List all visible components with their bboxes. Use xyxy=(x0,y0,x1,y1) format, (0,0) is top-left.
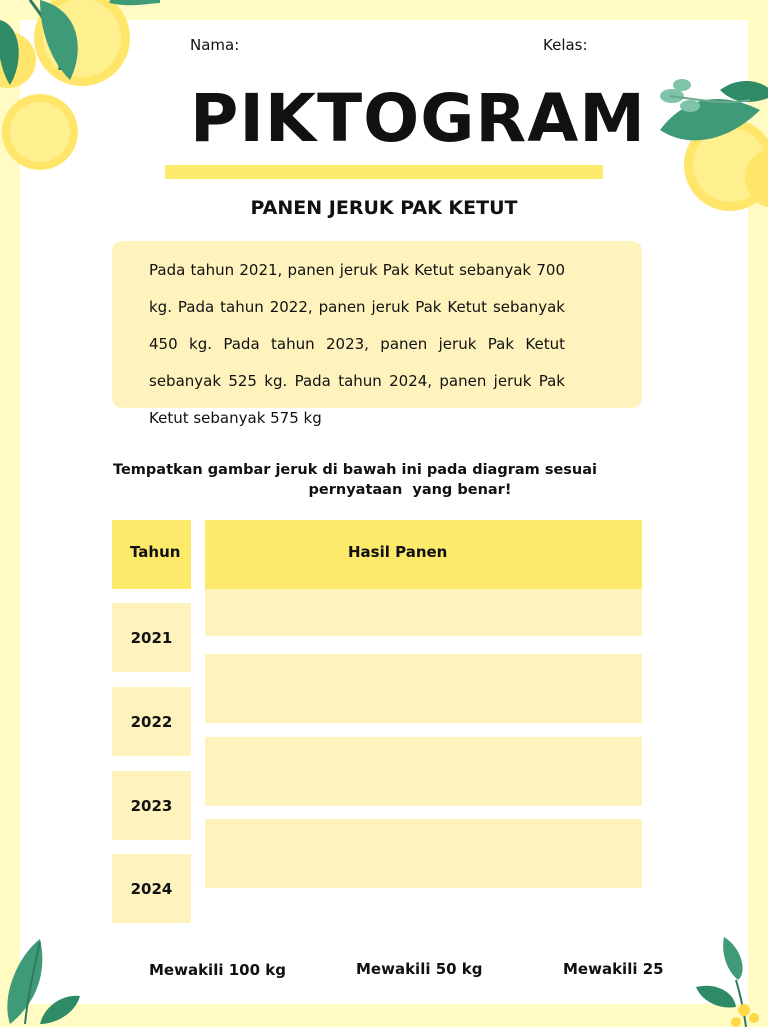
result-cell-2022[interactable] xyxy=(205,654,642,723)
column-header-result: Hasil Panen xyxy=(348,543,448,561)
leaf-branch-bottom-left-icon xyxy=(0,934,90,1024)
year-cell-2022: 2022 xyxy=(112,687,191,756)
year-cell-2021: 2021 xyxy=(112,603,191,672)
legend-100kg: Mewakili 100 kg xyxy=(149,961,286,979)
instruction-line-2: pernyataan yang benar! xyxy=(308,482,512,498)
page-subtitle: PANEN JERUK PAK KETUT xyxy=(250,197,518,219)
result-cell-2021[interactable] xyxy=(205,589,642,636)
title-underline xyxy=(165,165,603,179)
lemon-branch-top-left-icon xyxy=(0,0,170,190)
legend-25: Mewakili 25 xyxy=(563,960,664,978)
year-cell-2023: 2023 xyxy=(112,771,191,840)
instruction xyxy=(100,460,610,500)
header-cell-result xyxy=(205,520,642,589)
lemon-branch-top-right-icon xyxy=(650,70,768,220)
column-header-year: Tahun xyxy=(130,543,181,561)
legend-50kg: Mewakili 50 kg xyxy=(356,960,483,978)
year-cell-2024: 2024 xyxy=(112,854,191,923)
result-cell-2024[interactable] xyxy=(205,819,642,888)
kelas-label: Kelas: xyxy=(543,36,588,54)
header-cell-year xyxy=(112,520,191,589)
page-title: PIKTOGRAM xyxy=(190,80,646,157)
instruction-line-1: Tempatkan gambar jeruk di bawah ini pada diagram sesuai xyxy=(113,462,597,478)
nama-label: Nama: xyxy=(190,36,240,54)
flower-branch-bottom-right-icon xyxy=(696,932,768,1027)
story-text: Pada tahun 2021, panen jeruk Pak Ketut sebanyak 700 kg. Pada tahun 2022, panen jeruk Pak Ketut sebanyak 450 kg. Pada tahun 2023, panen jeruk Pak Ketut sebanyak 525 kg. Pada tahun 2024, panen jeruk Pak Ketut sebanyak 575 kg xyxy=(149,261,565,427)
result-cell-2023[interactable] xyxy=(205,737,642,806)
